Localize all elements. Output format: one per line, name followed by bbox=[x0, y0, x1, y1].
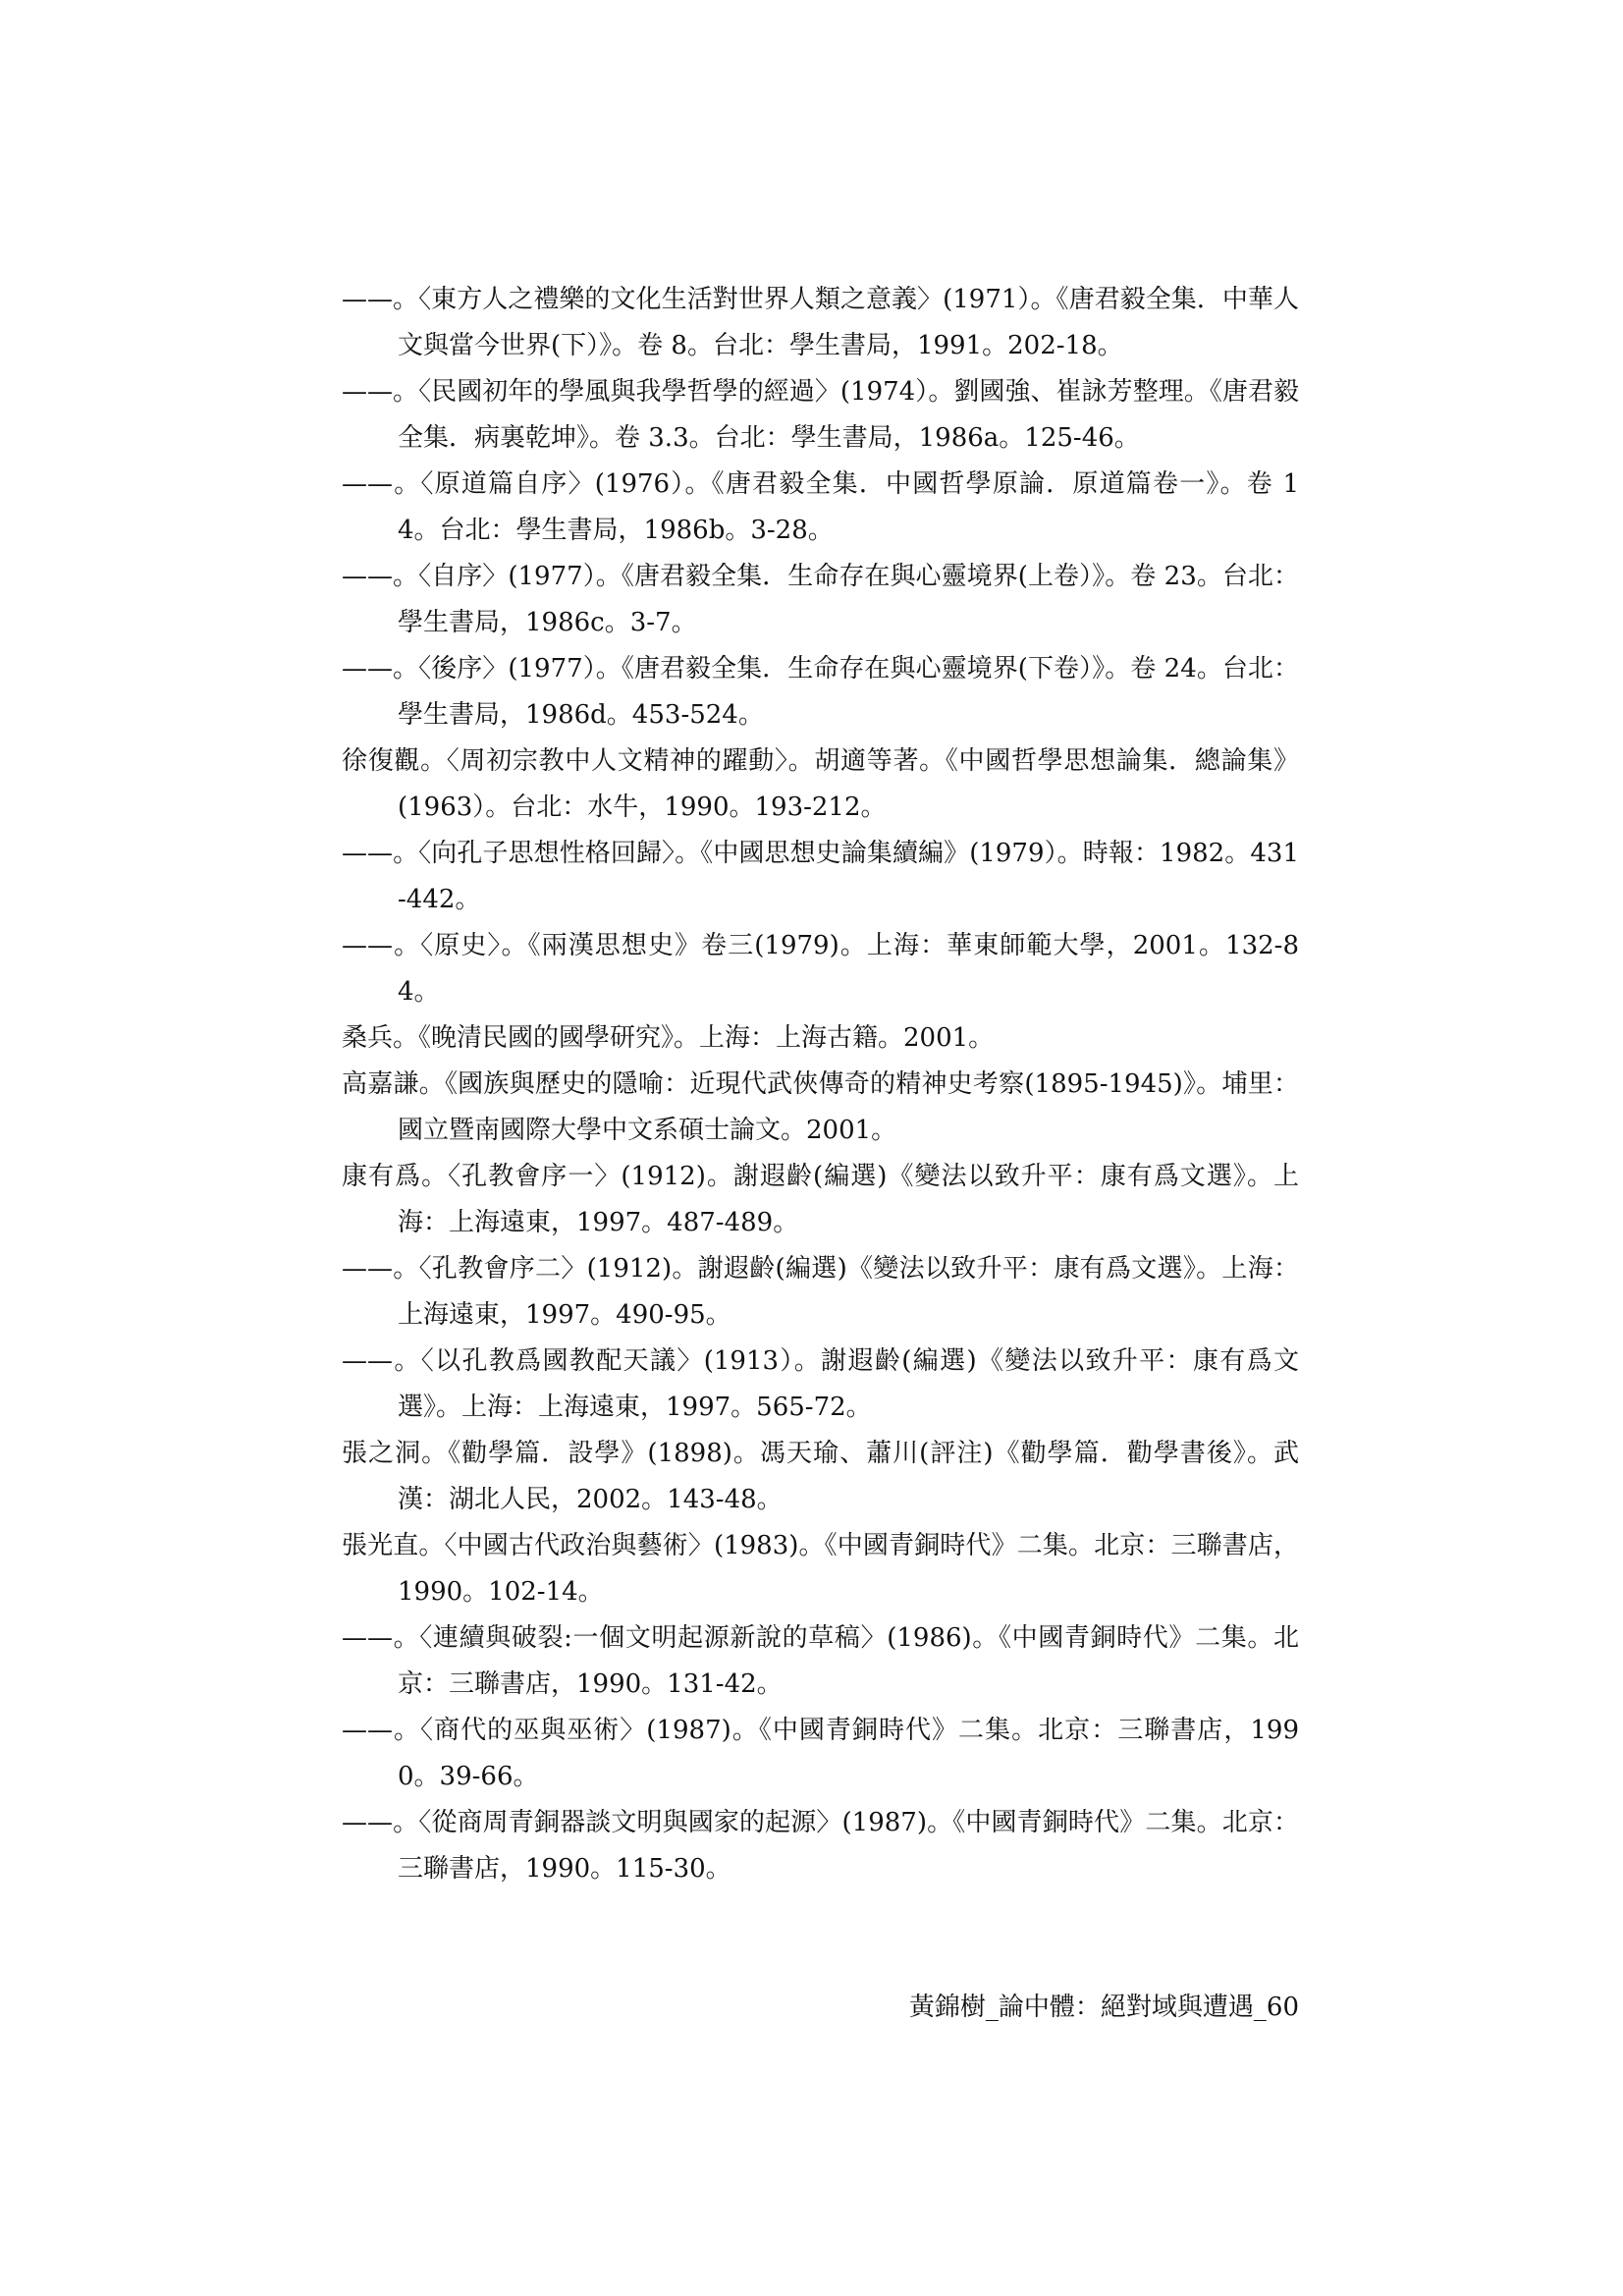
bibliography-entry: ——。〈民國初年的學風與我學哲學的經過〉(1974）。劉國強、崔詠芳整理。《唐君毅全集．病裏乾坤》。卷 3.3。台北：學生書局，1986a。125-46。 bbox=[342, 377, 1299, 453]
bibliography-entry: ——。〈原史〉。《兩漢思想史》卷三(1979)。上海：華東師範大學，2001。132-84。 bbox=[342, 931, 1299, 1007]
bibliography-list bbox=[342, 277, 1299, 1892]
bibliography-entry: 康有爲。〈孔教會序一〉(1912)。謝遐齡(編選)《變法以致升平：康有爲文選》。上海：上海遠東，1997。487-489。 bbox=[342, 1162, 1299, 1237]
bibliography-entry: ——。〈孔教會序二〉(1912)。謝遐齡(編選)《變法以致升平：康有爲文選》。上海：上海遠東，1997。490-95。 bbox=[342, 1254, 1299, 1330]
bibliography-entry: ——。〈從商周青銅器談文明與國家的起源〉(1987)。《中國青銅時代》二集。北京：三聯書店，1990。115-30。 bbox=[342, 1808, 1299, 1884]
bibliography-entry: ——。〈連續與破裂:一個文明起源新說的草稿〉(1986)。《中國青銅時代》二集。北京：三聯書店，1990。131-42。 bbox=[342, 1623, 1299, 1699]
bibliography-entry: 桑兵。《晚清民國的國學研究》。上海：上海古籍。2001。 bbox=[342, 1023, 995, 1053]
bibliography-entry: 張光直。〈中國古代政治與藝術〉(1983)。《中國青銅時代》二集。北京：三聯書店，1990。102-14。 bbox=[342, 1531, 1299, 1607]
bibliography-entry: ——。〈商代的巫與巫術〉(1987)。《中國青銅時代》二集。北京：三聯書店，1990。39-66。 bbox=[342, 1716, 1299, 1791]
bibliography-entry: 高嘉謙。《國族與歷史的隱喻：近現代武俠傳奇的精神史考察(1895-1945)》。埔里：國立暨南國際大學中文系碩士論文。2001。 bbox=[342, 1069, 1299, 1145]
page-footer: 黃錦樹_論中體：絕對域與遭遇_60 bbox=[908, 1993, 1299, 2022]
bibliography-entry: ——。〈原道篇自序〉(1976）。《唐君毅全集．中國哲學原論．原道篇卷一》。卷 14。台北：學生書局，1986b。3-28。 bbox=[342, 469, 1299, 545]
bibliography-entry: ——。〈向孔子思想性格回歸〉。《中國思想史論集續編》(1979）。時報：1982。431-442。 bbox=[342, 839, 1299, 914]
bibliography-entry: ——。〈以孔教爲國教配天議〉(1913）。謝遐齡(編選)《變法以致升平：康有爲文選》。上海：上海遠東，1997。565-72。 bbox=[342, 1346, 1299, 1422]
bibliography-entry: 徐復觀。〈周初宗教中人文精神的躍動〉。胡適等著。《中國哲學思想論集．總論集》(1963）。台北：水牛，1990。193-212。 bbox=[342, 746, 1299, 822]
bibliography-entry: ——。〈後序〉(1977）。《唐君毅全集．生命存在與心靈境界(下卷）》。卷 24。台北：學生書局，1986d。453-524。 bbox=[342, 654, 1299, 730]
bibliography-entry: 張之洞。《勸學篇．設學》(1898)。馮天瑜、蕭川(評注)《勸學篇．勸學書後》。武漢：湖北人民，2002。143-48。 bbox=[342, 1439, 1299, 1514]
bibliography-entry: ——。〈東方人之禮樂的文化生活對世界人類之意義〉(1971）。《唐君毅全集．中華人文與當今世界(下）》。卷 8。台北：學生書局，1991。202-18。 bbox=[342, 285, 1299, 360]
bibliography-entry: ——。〈自序〉(1977）。《唐君毅全集．生命存在與心靈境界(上卷）》。卷 23。台北：學生書局，1986c。3-7。 bbox=[342, 562, 1299, 637]
